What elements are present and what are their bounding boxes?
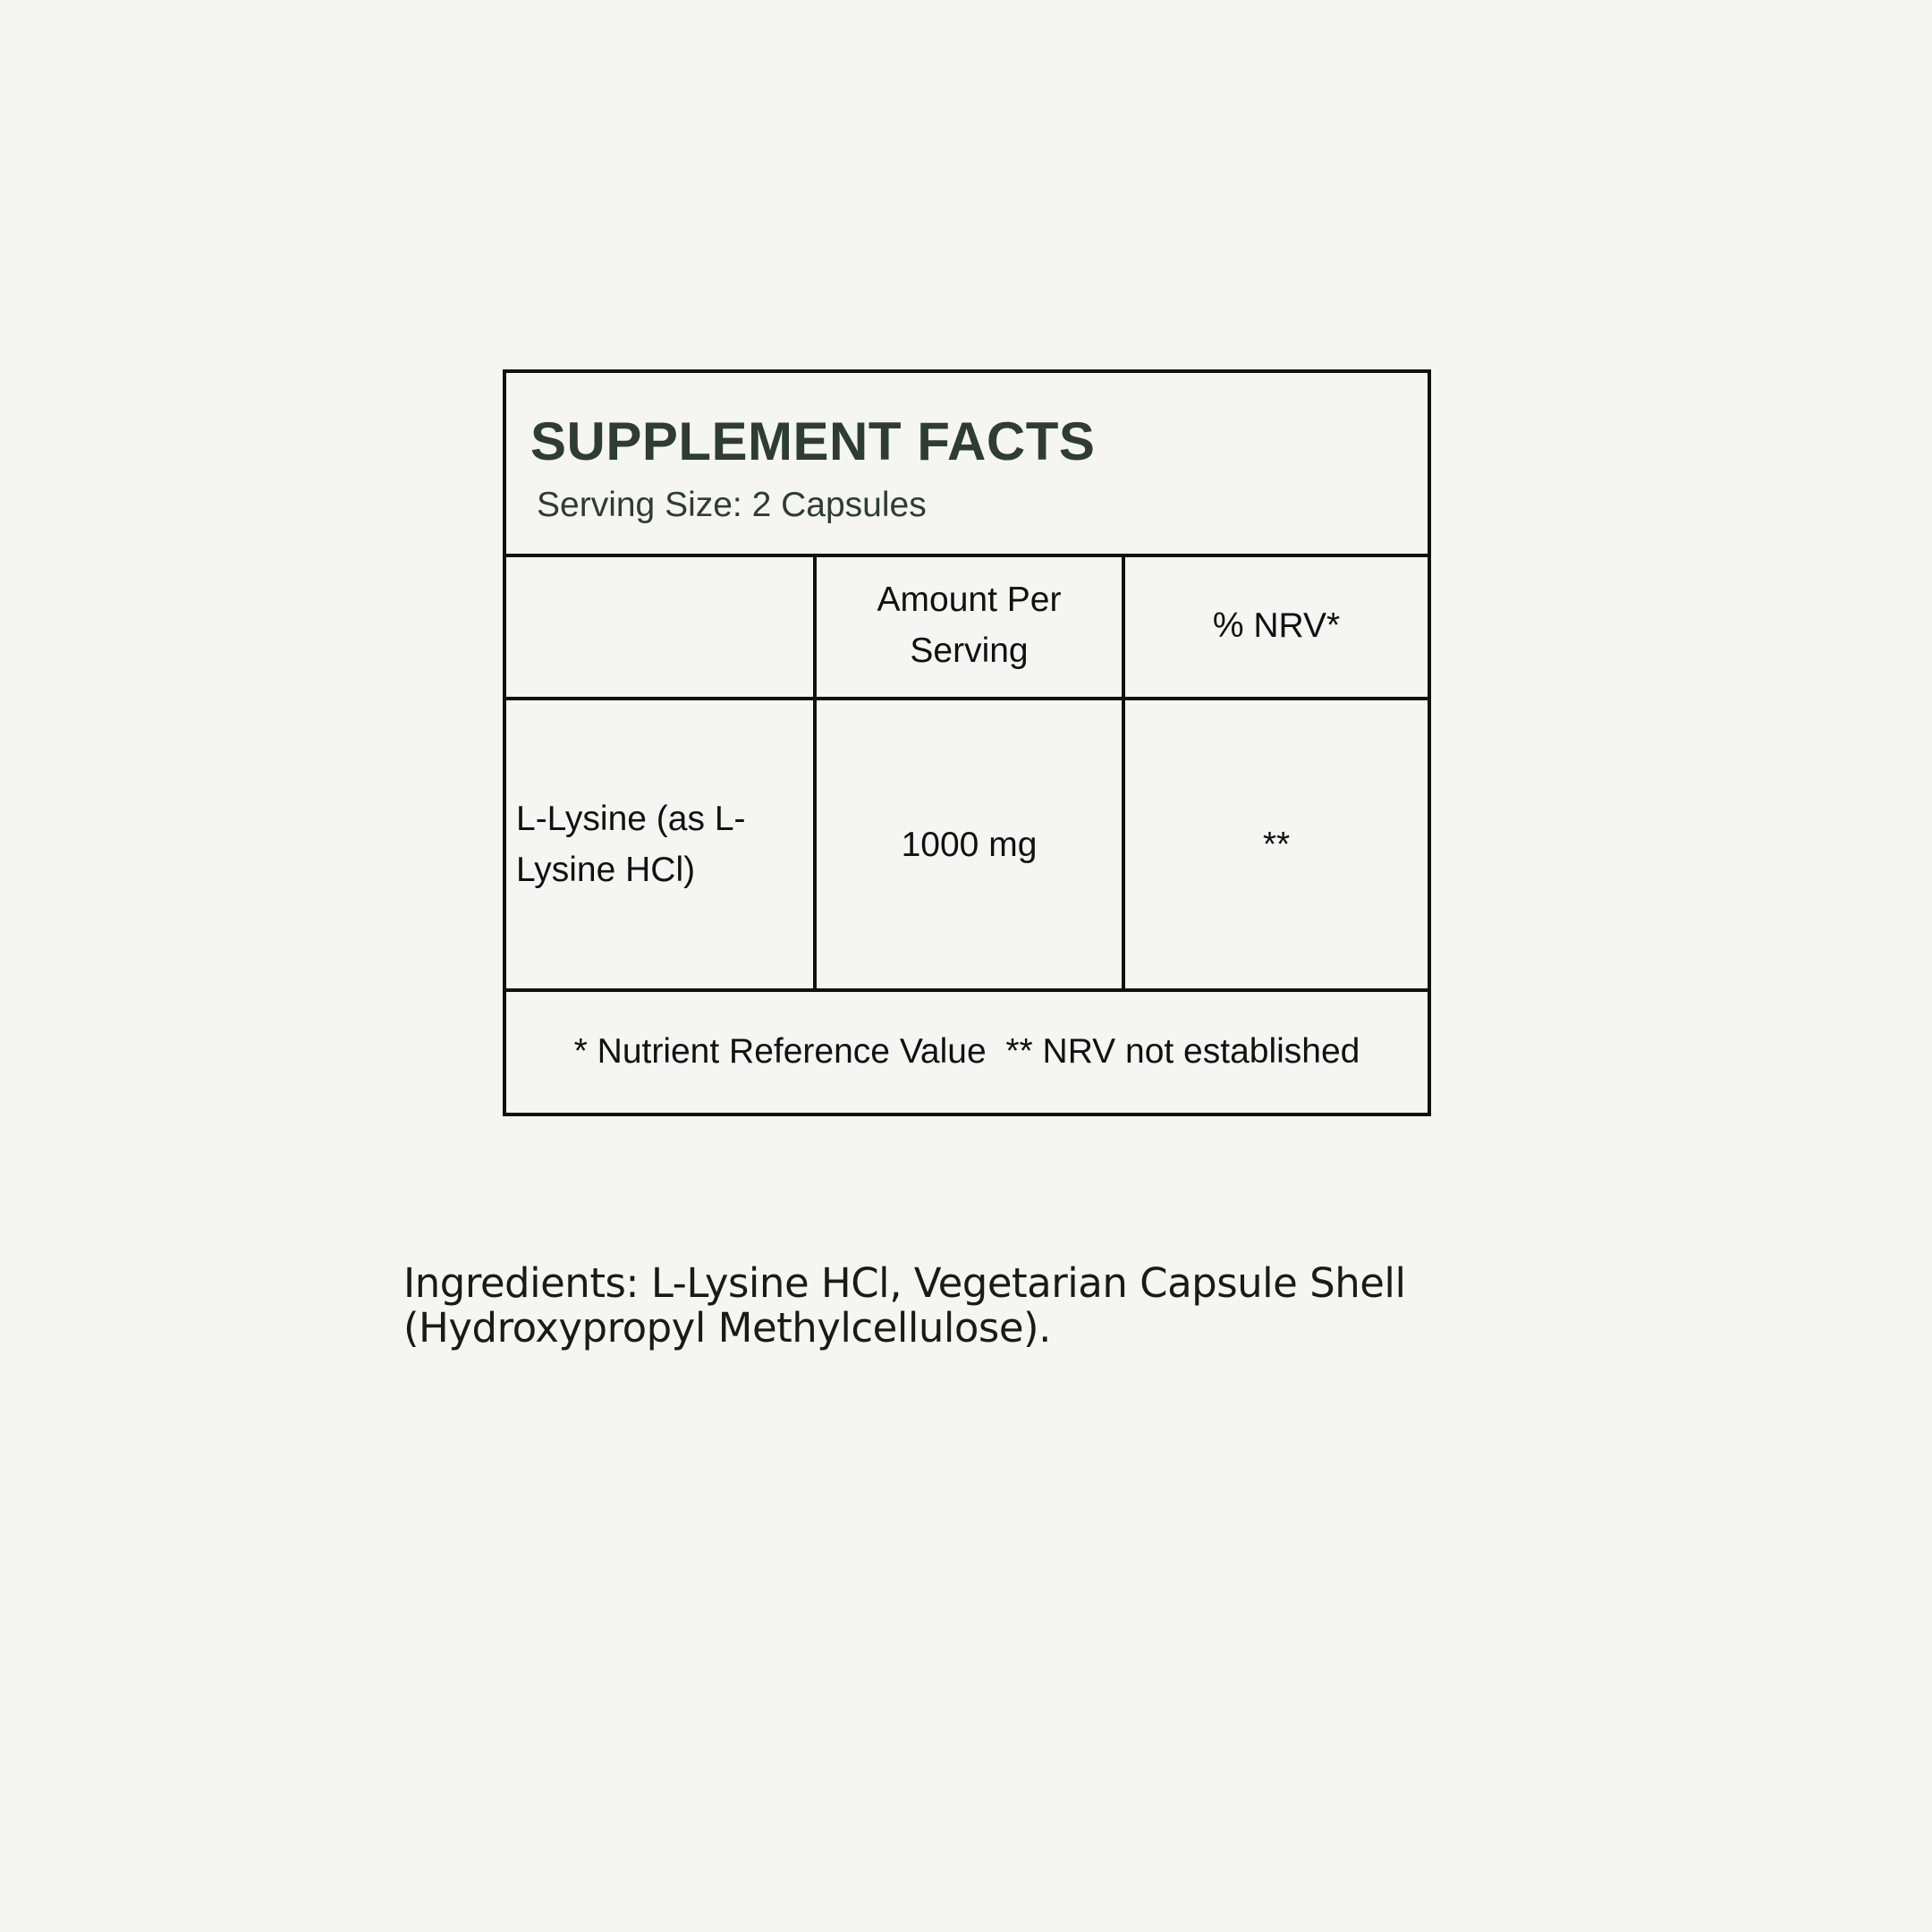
footnote-cell xyxy=(506,990,1428,1110)
column-header-amount: Amount Per Serving xyxy=(815,554,1123,699)
facts-table xyxy=(506,554,1428,1110)
nutrient-amount: 1000 mg xyxy=(815,699,1123,990)
footnote-row xyxy=(506,990,1428,1110)
column-header-nutrient xyxy=(506,554,815,699)
table-row xyxy=(506,699,1428,990)
facts-title: SUPPLEMENT FACTS xyxy=(530,411,1096,471)
serving-size: Serving Size: 2 Capsules xyxy=(537,486,927,524)
column-header-nrv: % NRV* xyxy=(1123,554,1428,699)
nutrient-name: L-Lysine (as L-Lysine HCl) xyxy=(506,699,815,990)
facts-header xyxy=(506,373,1428,557)
nutrient-nrv: ** xyxy=(1123,699,1428,990)
table-header-row xyxy=(506,554,1428,699)
supplement-facts-panel xyxy=(503,369,1431,1116)
footnote: * Nutrient Reference Value ** NRV not established xyxy=(573,1031,1360,1071)
ingredients-text: Ingredients: L-Lysine HCl, Vegetarian Capsule Shell (Hydroxypropyl Methylcellulose). xyxy=(403,1259,1406,1352)
